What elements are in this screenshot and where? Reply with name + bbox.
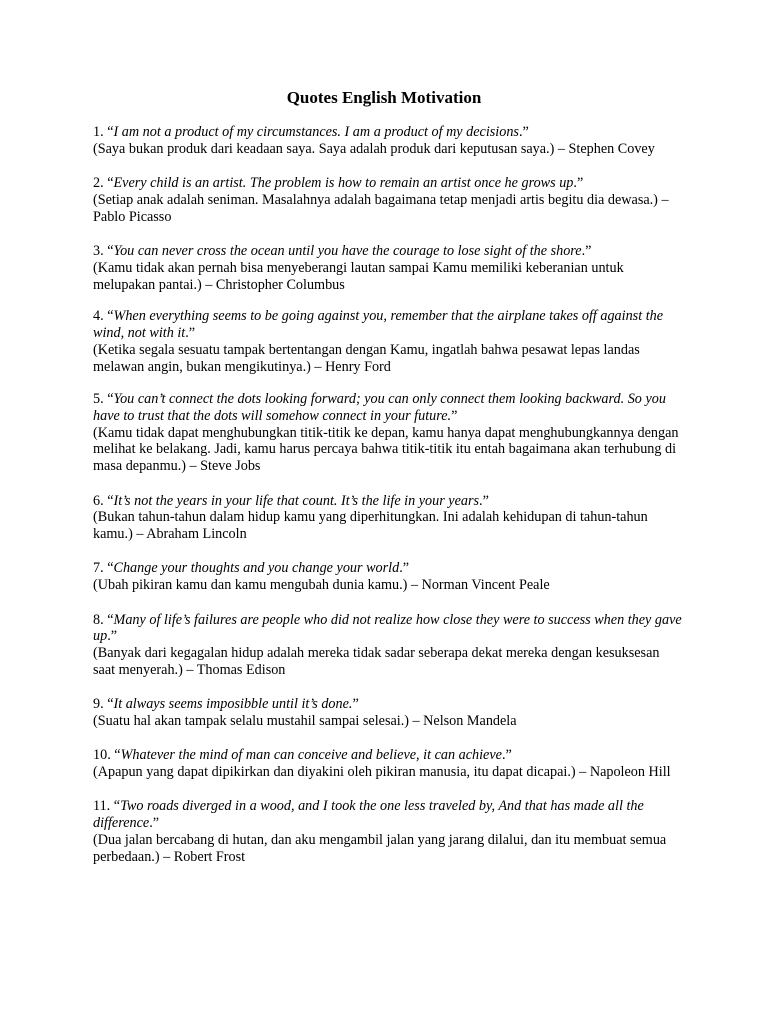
quote-open-mark: “ xyxy=(107,560,114,577)
quote-number: 3. xyxy=(93,242,108,259)
quote-open-mark: “ xyxy=(107,242,114,259)
quote-translation: (Ubah pikiran kamu dan kamu mengubah dunia kamu.) – Norman Vincent Peale xyxy=(93,577,550,594)
quote-open-mark: “ xyxy=(113,798,121,815)
quote-number: 4. xyxy=(93,308,108,325)
quote-english-text: You can never cross the ocean until you have the courage to lose sight of the shore xyxy=(113,242,582,259)
quote-item xyxy=(93,612,685,679)
quote-english-text: I am not a product of my circumstances. I am a product of my decisions xyxy=(113,124,519,140)
quote-close-mark: .” xyxy=(149,815,160,832)
quote-list xyxy=(93,124,685,883)
quote-translation: (Setiap anak adalah seniman. Masalahnya adalah bagaimana tetap menjadi artis begitu dia dewasa.) – Pablo Picasso xyxy=(93,191,669,225)
quote-number: 5. xyxy=(93,391,108,408)
quote-translation: (Ketika segala sesuatu tampak bertentangan dengan Kamu, ingatlah bahwa pesawat lepas landas melawan angin, bukan mengikutinya.) – Henry Ford xyxy=(93,341,640,375)
quote-translation: (Saya bukan produk dari keadaan saya. Saya adalah produk dari keputusan saya.) – Stephen Covey xyxy=(93,140,655,157)
quote-number: 2. xyxy=(93,175,108,192)
quote-english-text: Whatever the mind of man can conceive and believe, it can achieve xyxy=(120,747,502,764)
quote-english-text: Every child is an artist. The problem is how to remain an artist once he grows up xyxy=(113,175,574,192)
page-title: Quotes English Motivation xyxy=(286,88,482,107)
quote-translation: (Banyak dari kegagalan hidup adalah mereka tidak sadar seberapa dekat mereka dengan kesuksesan saat menyerah.) – Thomas Edison xyxy=(93,645,660,678)
quote-open-mark: “ xyxy=(107,391,114,408)
quote-number: 1. xyxy=(93,124,108,140)
quote-close-mark: .” xyxy=(107,628,118,645)
quote-number: 10. xyxy=(93,747,115,764)
quote-open-mark: “ xyxy=(107,492,114,509)
quote-english-text: It’s not the years in your life that count. It’s the life in your years xyxy=(113,492,480,509)
quote-close-mark: ” xyxy=(451,407,458,424)
quote-item xyxy=(93,391,685,475)
quote-close-mark: .” xyxy=(399,560,410,577)
quote-open-mark: “ xyxy=(107,611,114,628)
quote-translation: (Apapun yang dapat dipikirkan dan diyakini oleh pikiran manusia, itu dapat dicapai.) – Napoleon Hill xyxy=(93,764,671,781)
quote-translation: (Suatu hal akan tampak selalu mustahil sampai selesai.) – Nelson Mandela xyxy=(93,713,517,730)
quote-item xyxy=(93,308,685,375)
quote-number: 7. xyxy=(93,560,108,577)
quote-open-mark: “ xyxy=(107,696,114,713)
quote-open-mark: “ xyxy=(114,747,121,764)
quote-close-mark: .” xyxy=(479,492,489,509)
quote-translation: (Dua jalan bercabang di hutan, dan aku mengambil jalan yang jarang dilalui, dan itu membuat semua perbedaan.) – Robert Frost xyxy=(93,832,667,865)
quote-item xyxy=(93,747,685,781)
quote-number: 8. xyxy=(93,611,108,628)
quote-english-text: When everything seems to be going against you, remember that the airplane takes off against the wind, not with it xyxy=(93,308,664,342)
quote-english-text: You can’t connect the dots looking forward; you can only connect them looking backward. So you have to trust that the dots will somehow connect in your future. xyxy=(93,391,666,424)
quote-number: 6. xyxy=(93,492,108,509)
quote-translation: (Kamu tidak dapat menghubungkan titik-titik ke depan, kamu hanya dapat menghubungkannya dengan melihat ke belakang. Jadi, kamu harus percaya bahwa titik-titik itu entah bagaimana akan terhubung di masa depanmu.) – Steve Jobs xyxy=(93,424,679,475)
quote-english-text: Many of life’s failures are people who did not realize how close they were to success when they gave up xyxy=(93,611,682,645)
quote-number: 11. xyxy=(93,798,114,815)
quote-english-text: Change your thoughts and you change your world xyxy=(113,560,400,577)
quote-item xyxy=(93,560,685,594)
quote-open-mark: “ xyxy=(107,175,114,192)
quote-open-mark: “ xyxy=(107,124,114,140)
quote-open-mark: “ xyxy=(107,308,114,325)
quote-close-mark: .” xyxy=(185,325,196,342)
quote-translation: (Bukan tahun-tahun dalam hidup kamu yang diperhitungkan. Ini adalah kehidupan di tahun-tahun kamu.) – Abraham Lincoln xyxy=(93,509,648,543)
quote-item xyxy=(93,798,685,865)
quote-close-mark: .” xyxy=(573,175,584,192)
quote-item xyxy=(93,696,685,730)
quote-close-mark: .” xyxy=(518,124,529,140)
quote-english-text: Two roads diverged in a wood, and I took the one less traveled by, And that has made all the difference xyxy=(93,798,644,832)
quote-item xyxy=(93,493,685,543)
quote-close-mark: ” xyxy=(352,696,359,713)
quote-number: 9. xyxy=(93,696,108,713)
quote-close-mark: .” xyxy=(581,242,592,259)
quote-item xyxy=(93,124,685,158)
quote-translation: (Kamu tidak akan pernah bisa menyeberangi lautan sampai Kamu memiliki keberanian untuk melupakan pantai.) – Christopher Columbus xyxy=(93,259,624,293)
quote-item xyxy=(93,243,685,293)
quote-close-mark: .” xyxy=(501,747,512,764)
quote-item xyxy=(93,175,685,225)
quote-english-text: It always seems imposibble until it’s done. xyxy=(113,696,353,713)
